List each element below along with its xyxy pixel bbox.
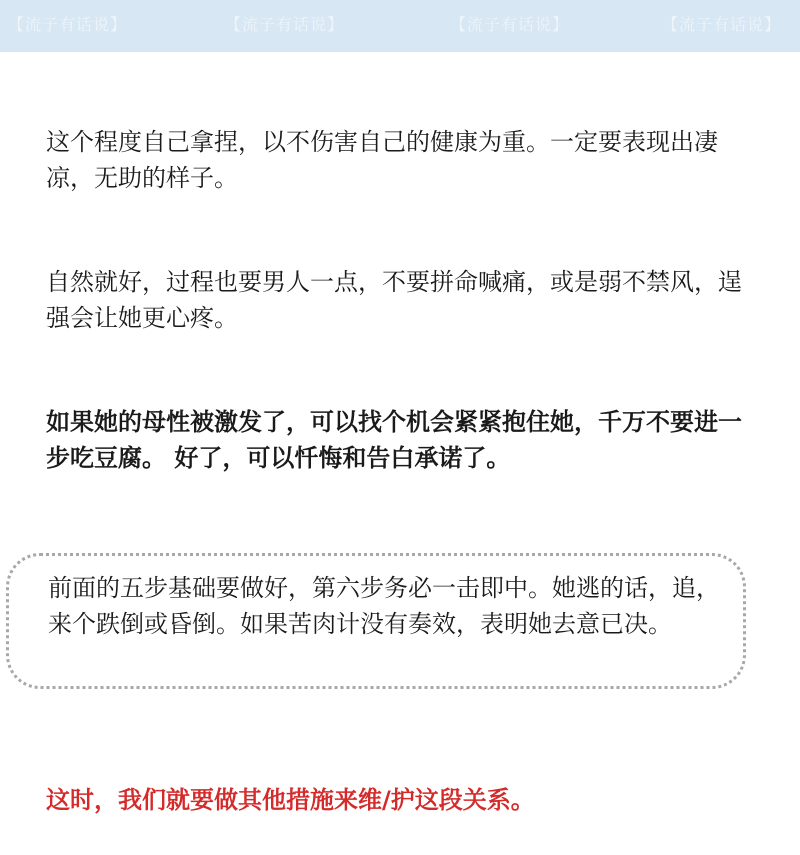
paragraph-5-highlight: 这时，我们就要做其他措施来维/护这段关系。 (46, 786, 535, 814)
watermark-text: 【流子有话说】 (225, 15, 345, 34)
paragraph-4-boxed: 前面的五步基础要做好，第六步务必一击即中。她逃的话，追，来个跌倒或昏倒。如果苦肉计没有奏效，表明她去意已决。 (48, 574, 720, 638)
watermark-text: 【流子有话说】 (450, 15, 570, 34)
top-banner (0, 0, 800, 52)
watermark-text: 【流子有话说】 (8, 15, 128, 34)
paragraph-3-bold: 如果她的母性被激发了，可以找个机会紧紧抱住她，千万不要进一步吃豆腐。 好了，可以忏悔和告白承诺了。 (46, 408, 742, 472)
paragraph-2: 自然就好，过程也要男人一点，不要拼命喊痛，或是弱不禁风，逞强会让她更心疼。 (46, 268, 742, 332)
watermark-text: 【流子有话说】 (662, 15, 782, 34)
paragraph-1: 这个程度自己拿捏，以不伤害自己的健康为重。一定要表现出凄凉，无助的样子。 (46, 128, 718, 192)
